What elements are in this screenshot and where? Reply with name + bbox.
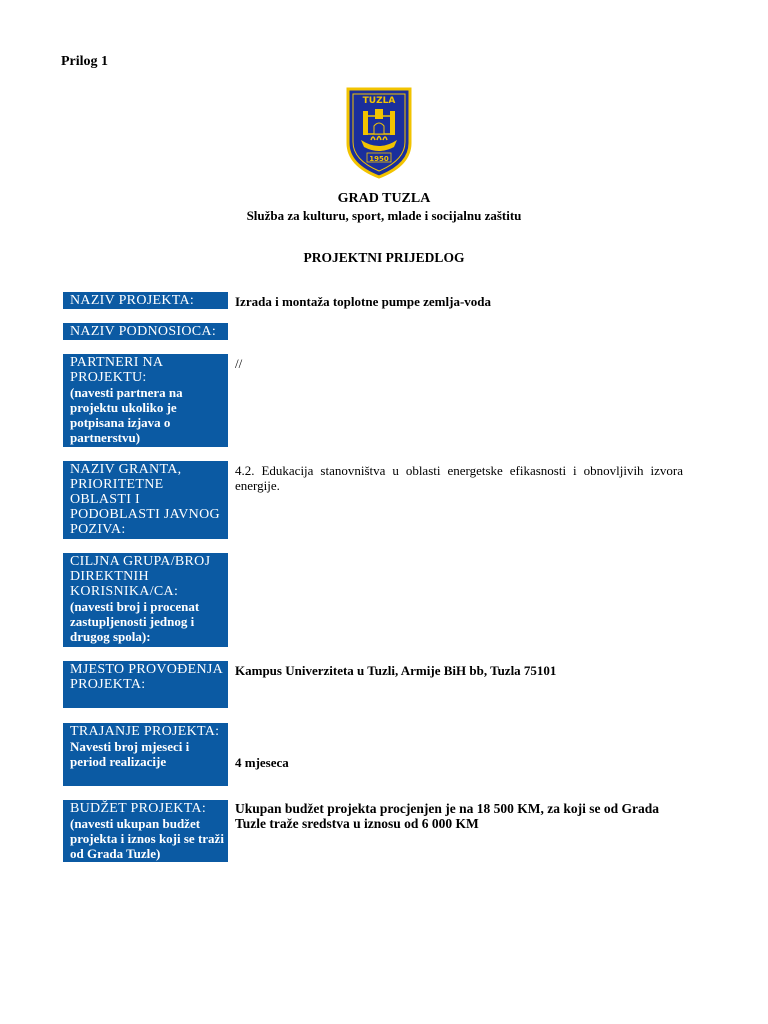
logo-text-top: TUZLA [362,96,396,106]
organization-department: Služba za kulturu, sport, mlade i socijalnu zaštitu [246,208,522,223]
field-label-applicant-name: NAZIV PODNOSIOCA: [63,323,228,340]
field-value-project-duration: 4 mjeseca [235,755,289,770]
field-label-implementation-location: MJESTO PROVOĐENJA PROJEKTA: [63,661,228,708]
field-value-project-budget: Ukupan budžet projekta procjenjen je na 18 500 KM, za koji se od Grada Tuzle traže sredstva u iznosu od 6 000 KM [235,801,660,831]
document-title: PROJEKTNI PRIJEDLOG [303,250,465,265]
field-label-grant-name: NAZIV GRANTA, PRIORITETNE OBLASTI I PODOBLASTI JAVNOG POZIVA: [63,461,228,539]
field-label-target-group: CILJNA GRUPA/BROJ DIREKTNIH KORISNIKA/CA: (navesti broj i procenat zastupljenosti jednog i drugog spola): [63,553,228,647]
attachment-label: Prilog 1 [61,54,109,69]
logo-text-bottom: 1950 [369,155,389,163]
field-value-implementation-location: Kampus Univerziteta u Tuzli, Armije BiH bb, Tuzla 75101 [235,663,557,678]
field-label-project-partners: PARTNERI NA PROJEKTU: (navesti partnera na projektu ukoliko je potpisana izjava o partnerstvu) [63,354,228,447]
field-value-project-partners: // [235,356,243,371]
organization-name: GRAD TUZLA [337,191,431,206]
field-value-project-name: Izrada i montaža toplotne pumpe zemlja-voda [235,294,492,309]
field-value-grant-name: 4.2. Edukacija stanovništva u oblasti energetske efikasnosti i obnovljivih izvora energije. [235,463,683,493]
field-label-project-duration: TRAJANJE PROJEKTA: Navesti broj mjeseci i period realizacije [63,723,228,786]
field-label-project-name: NAZIV PROJEKTA: [63,292,228,309]
tuzla-coat-of-arms-logo [344,85,414,179]
field-label-project-budget: BUDŽET PROJEKTA: (navesti ukupan budžet projekta i iznos koji se traži od Grada Tuzle) [63,800,228,862]
